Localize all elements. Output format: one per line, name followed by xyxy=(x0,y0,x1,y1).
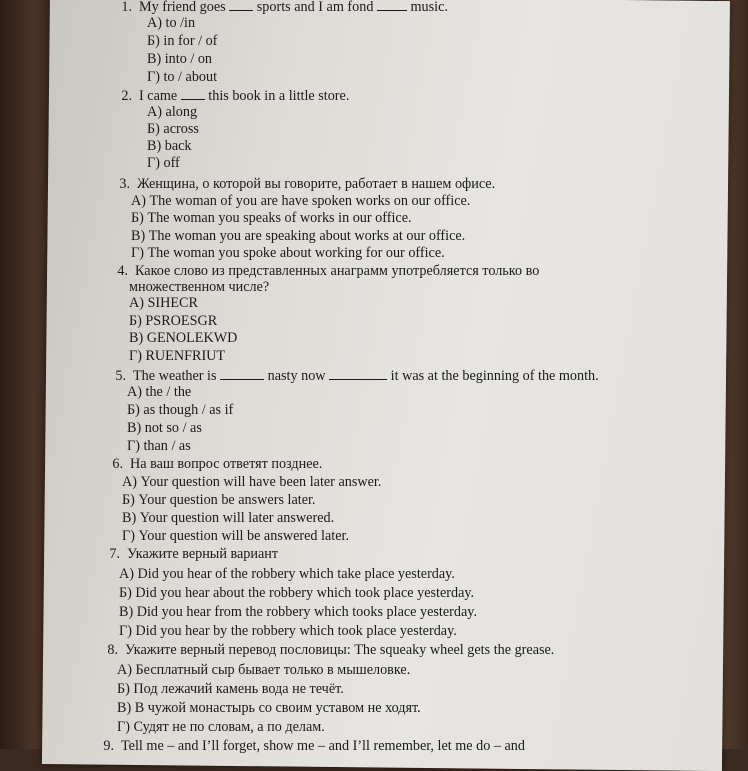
option: А) the / the xyxy=(127,384,192,400)
question-1: 1. My friend goes sports and I am fond music. xyxy=(121,0,448,15)
option: Б) PSROESGR xyxy=(129,313,218,329)
question-6: 6. На ваш вопрос ответят позднее. xyxy=(112,456,323,472)
question-2: 2. I came this book in a little store. xyxy=(121,88,350,104)
option: А) Your question will have been later answer. xyxy=(122,474,382,490)
option: В) В чужой монастырь со своим уставом не ходят. xyxy=(117,700,421,716)
option: Б) The woman you speaks of works in our office. xyxy=(131,210,412,226)
question-7: 7. Укажите верный вариант xyxy=(109,546,279,562)
option: Г) Did you hear by the robbery which took place yesterday. xyxy=(119,623,457,639)
option: Б) in for / of xyxy=(147,33,218,49)
question-5: 5. The weather is nasty now it was at the beginning of the month. xyxy=(115,368,599,384)
question-9: 9. Tell me – and I’ll forget, show me – and I’ll remember, let me do – and xyxy=(103,738,525,754)
option: Г) RUENFRIUT xyxy=(129,348,226,364)
option: В) back xyxy=(147,138,192,154)
option: Б) across xyxy=(147,121,199,137)
blank-line xyxy=(181,87,205,100)
option: В) Did you hear from the robbery which tooks place yesterday. xyxy=(119,604,477,620)
option: А) The woman of you are have spoken works on our office. xyxy=(131,193,471,209)
blank-line xyxy=(377,0,407,11)
blank-line xyxy=(220,367,264,380)
option: Г) than / as xyxy=(127,438,191,454)
option: А) to /in xyxy=(147,15,196,31)
option: В) GENOLEKWD xyxy=(129,330,238,346)
blank-line xyxy=(229,0,253,11)
question-8: 8. Укажите верный перевод пословицы: The squeaky wheel gets the grease. xyxy=(107,642,555,658)
option: А) Бесплатный сыр бывает только в мышеловке. xyxy=(117,662,411,678)
option: Б) Did you hear about the robbery which took place yesterday. xyxy=(119,585,475,601)
question-4-continued: множественном числе? xyxy=(129,279,270,295)
option: Б) as though / as if xyxy=(127,402,234,418)
option: Г) Your question will be answered later. xyxy=(122,528,350,544)
option: В) not so / as xyxy=(127,420,202,436)
option: А) along xyxy=(147,104,198,120)
option: Б) Your question be answers later. xyxy=(122,492,316,508)
option: А) SIHECR xyxy=(129,295,198,311)
option: Г) to / about xyxy=(147,69,218,85)
option: Г) off xyxy=(147,155,180,171)
option: В) The woman you are speaking about works at our office. xyxy=(131,228,466,244)
option: Б) Под лежачий камень вода не течёт. xyxy=(117,681,344,697)
option: В) Your question will later answered. xyxy=(122,510,335,526)
option: Г) The woman you spoke about working for our office. xyxy=(131,245,445,261)
option: Г) Судят не по словам, а по делам. xyxy=(117,719,325,735)
option: В) into / on xyxy=(147,51,213,67)
option: А) Did you hear of the robbery which take place yesterday. xyxy=(119,566,455,582)
blank-line xyxy=(329,367,387,380)
question-4: 4. Какое слово из представленных анаграмм употребляется только во xyxy=(117,263,540,279)
question-3: 3. Женщина, о которой вы говорите, работает в нашем офисе. xyxy=(119,176,496,192)
